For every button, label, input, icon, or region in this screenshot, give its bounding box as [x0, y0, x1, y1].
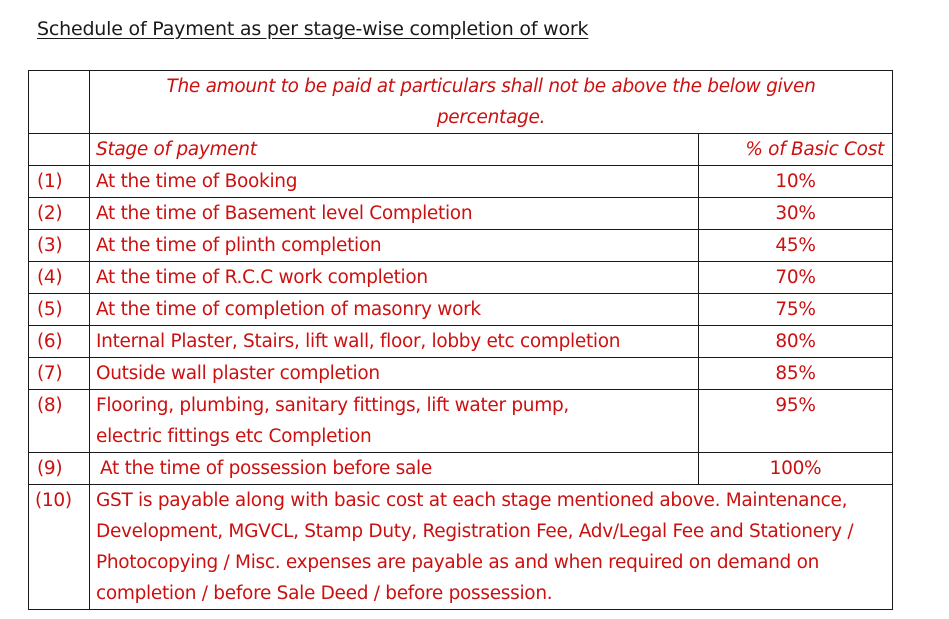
percent-cell: 80% [699, 326, 893, 358]
stage-cell: Internal Plaster, Stairs, lift wall, floor, lobby etc completion [90, 326, 699, 358]
stage-cell: At the time of Booking [90, 166, 699, 198]
empty-cell [29, 134, 90, 166]
percent-cell: 75% [699, 294, 893, 326]
row-number: (9) [29, 453, 90, 485]
page-title: Schedule of Payment as per stage-wise completion of work [37, 18, 589, 40]
row-number: (2) [29, 198, 90, 230]
percent-cell: 30% [699, 198, 893, 230]
stage-cell: At the time of possession before sale [90, 453, 699, 485]
header-row [29, 134, 893, 166]
note-text: The amount to be paid at particulars shall not be above the below given percentage. [90, 71, 893, 134]
stage-cell: Flooring, plumbing, sanitary fittings, lift water pump, electric fittings etc Completion [90, 390, 699, 453]
table-row [29, 166, 893, 198]
row-number: (5) [29, 294, 90, 326]
stage-header: Stage of payment [90, 134, 699, 166]
table-row [29, 390, 893, 453]
empty-cell [29, 71, 90, 134]
stage-cell: At the time of completion of masonry work [90, 294, 699, 326]
table-row [29, 230, 893, 262]
footer-row [29, 485, 893, 610]
table-row [29, 453, 893, 485]
footer-text: GST is payable along with basic cost at each stage mentioned above. Maintenance, Development, MGVCL, Stamp Duty, Registration Fee, Adv/Legal Fee and Stationery / Photocopying / Misc. expenses are payable as and when required on demand on completion / before Sale Deed / before possession. [90, 485, 893, 610]
row-number: (10) [29, 485, 90, 610]
stage-cell: Outside wall plaster completion [90, 358, 699, 390]
percent-cell: 10% [699, 166, 893, 198]
stage-cell: At the time of Basement level Completion [90, 198, 699, 230]
row-number: (4) [29, 262, 90, 294]
row-number: (3) [29, 230, 90, 262]
payment-schedule-table [28, 70, 893, 610]
table-row [29, 326, 893, 358]
percent-cell: 45% [699, 230, 893, 262]
percent-cell: 100% [699, 453, 893, 485]
percent-cell: 95% [699, 390, 893, 453]
row-number: (7) [29, 358, 90, 390]
table-row [29, 198, 893, 230]
percent-cell: 70% [699, 262, 893, 294]
stage-cell: At the time of R.C.C work completion [90, 262, 699, 294]
row-number: (1) [29, 166, 90, 198]
stage-cell: At the time of plinth completion [90, 230, 699, 262]
percent-cell: 85% [699, 358, 893, 390]
table-row [29, 262, 893, 294]
table-row [29, 358, 893, 390]
row-number: (6) [29, 326, 90, 358]
note-row [29, 71, 893, 134]
percent-header: % of Basic Cost [699, 134, 893, 166]
row-number: (8) [29, 390, 90, 453]
table-row [29, 294, 893, 326]
